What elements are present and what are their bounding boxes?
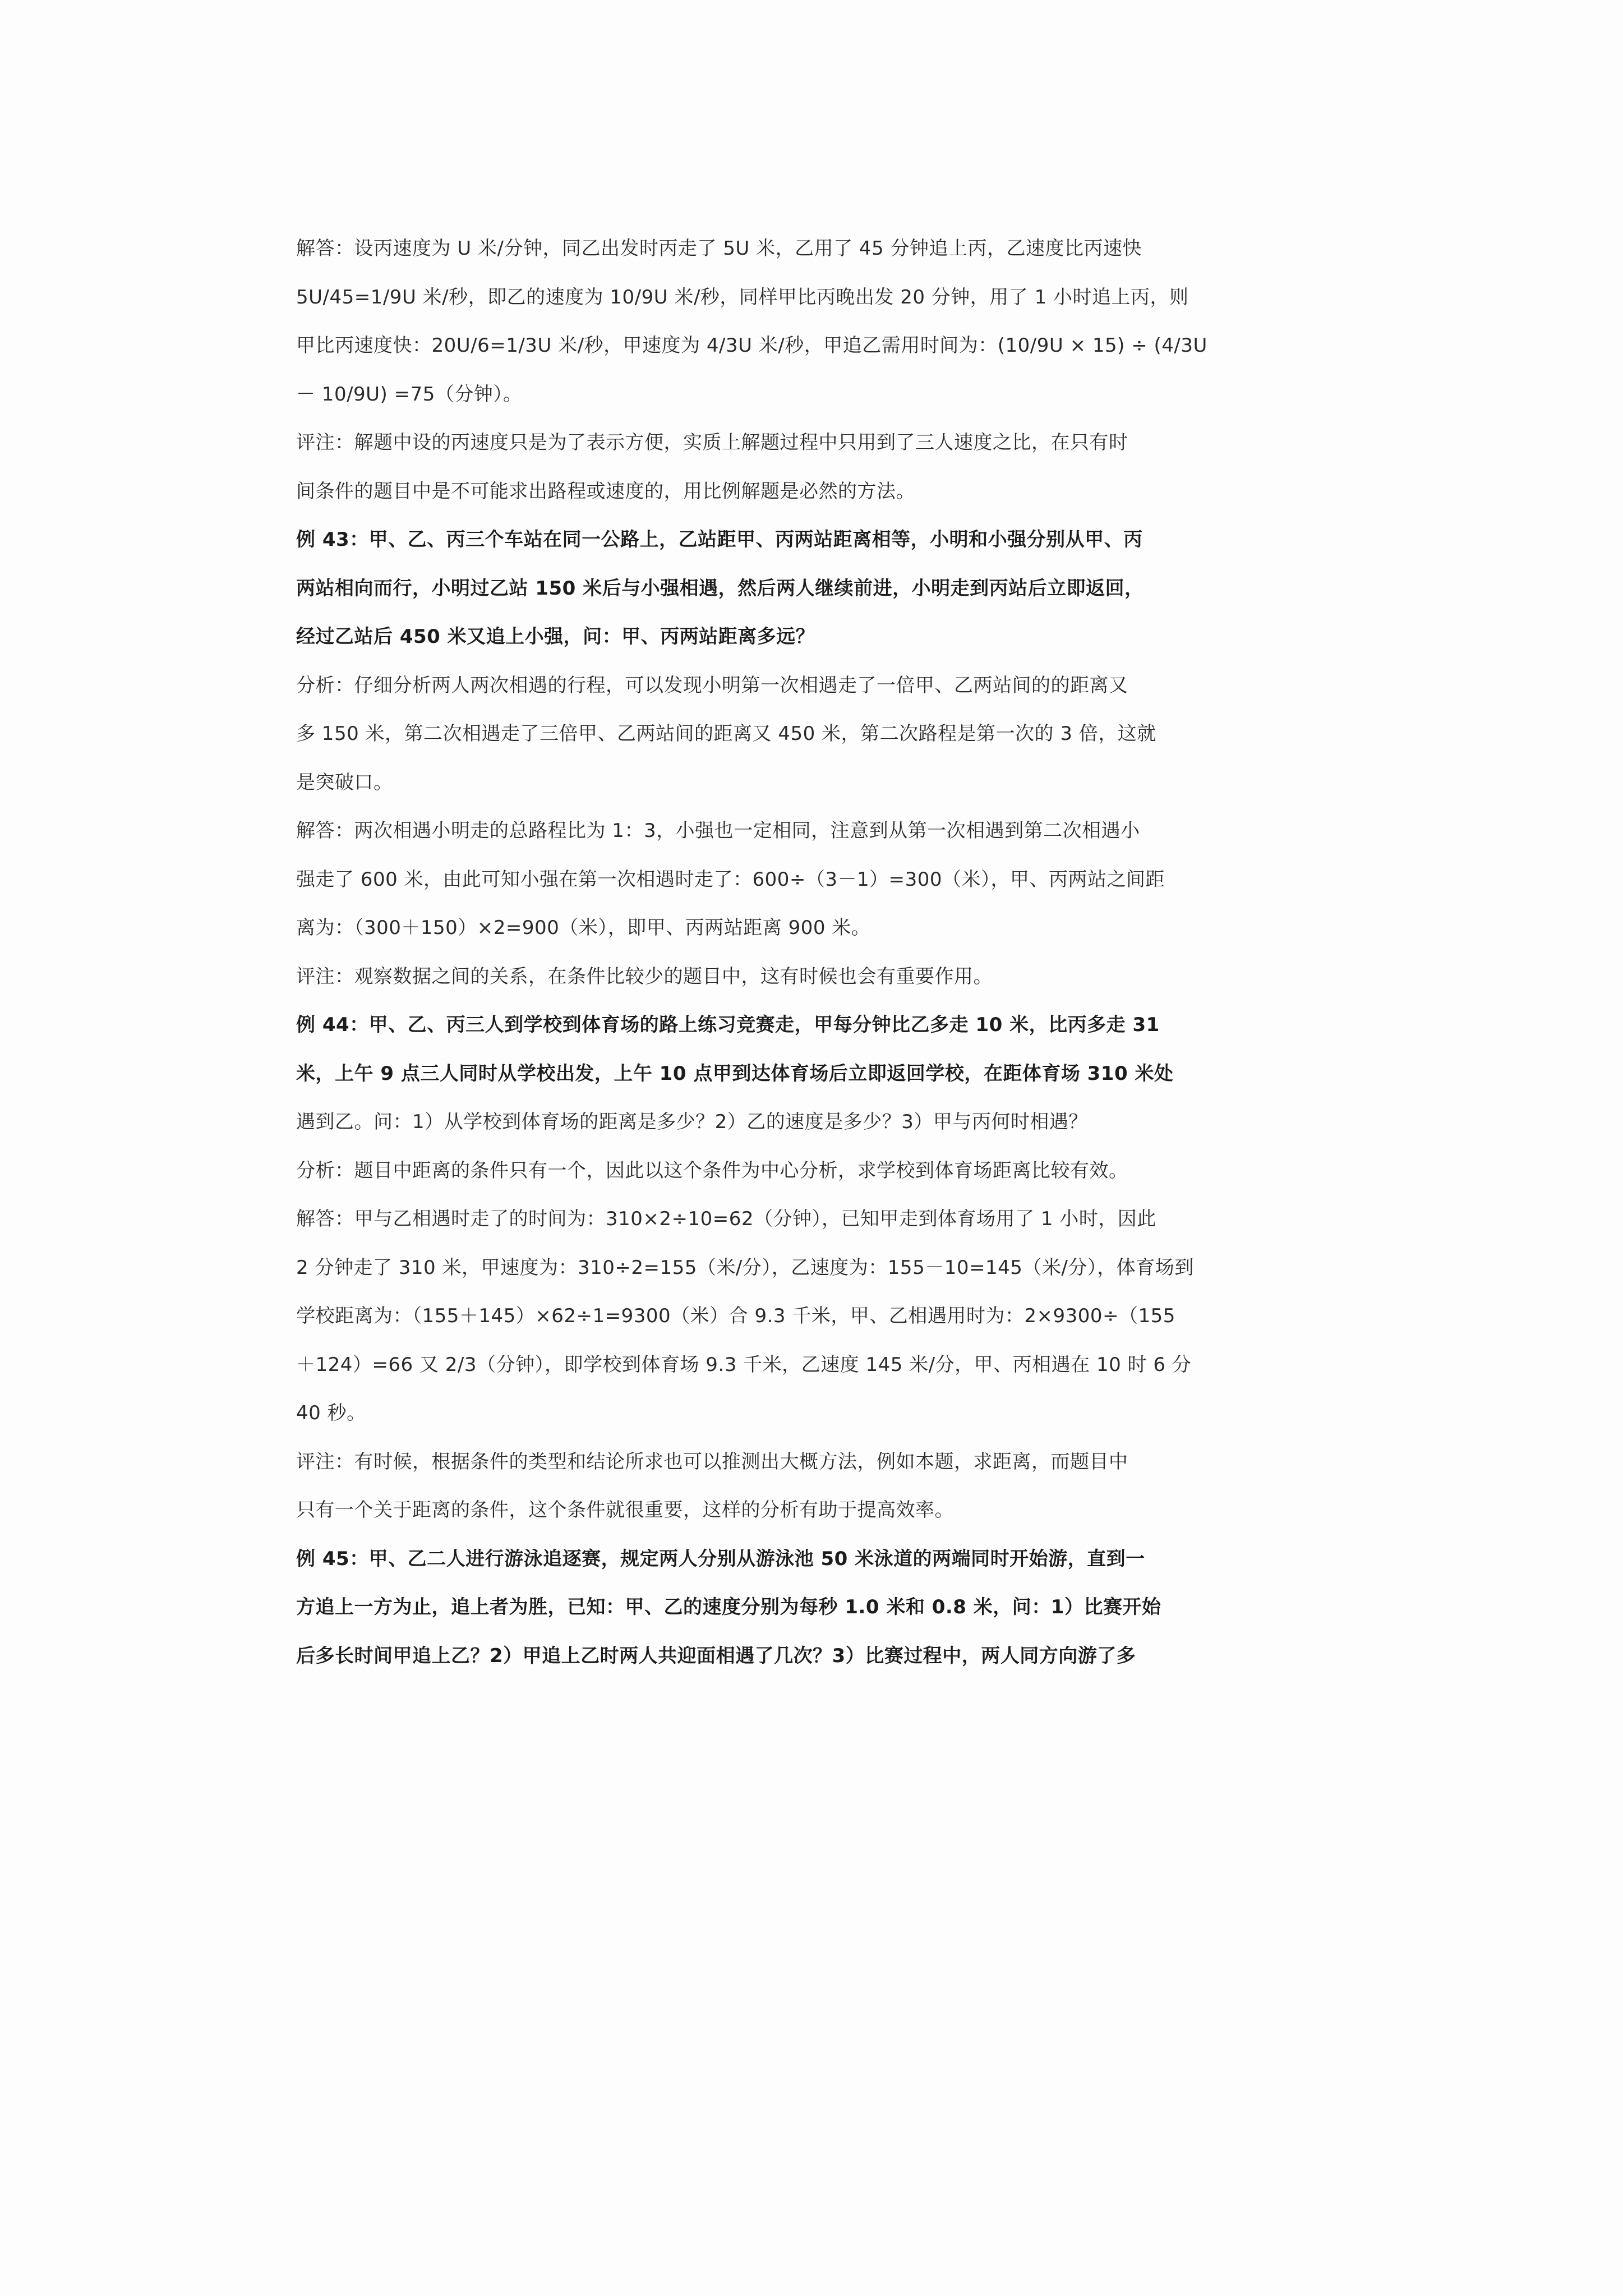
text-line: 解答：甲与乙相遇时走了的时间为：310×2÷10=62（分钟），已知甲走到体育场用了 1 小时，因此: [296, 1208, 1156, 1230]
document-text-body: [296, 224, 1238, 1680]
text-line: 强走了 600 米，由此可知小强在第一次相遇时走了：600÷（3－1）=300（米），甲、丙两站之间距: [296, 868, 1165, 891]
text-line: 分析：题目中距离的条件只有一个，因此以这个条件为中心分析，求学校到体育场距离比较有效。: [296, 1159, 1128, 1182]
text-line: 甲比丙速度快：20U/6=1/3U 米/秒，甲速度为 4/3U 米/秒，甲追乙需用时间为：(10/9U × 15) ÷ (4/3U: [296, 334, 1207, 357]
text-line: 解答：两次相遇小明走的总路程比为 1：3，小强也一定相同，注意到从第一次相遇到第二次相遇小: [296, 820, 1140, 842]
text-line: 遇到乙。问：1）从学校到体育场的距离是多少？2）乙的速度是多少？3）甲与丙何时相遇？: [296, 1111, 1088, 1133]
problem-text-line: 例 43：甲、乙、丙三个车站在同一公路上，乙站距甲、丙两站距离相等，小明和小强分别从甲、丙: [296, 528, 1143, 551]
text-line: ＋124）=66 又 2/3（分钟），即学校到体育场 9.3 千米，乙速度 145 米/分，甲、丙相遇在 10 时 6 分: [296, 1353, 1192, 1376]
problem-text-line: 两站相向而行，小明过乙站 150 米后与小强相遇，然后两人继续前进，小明走到丙站后立即返回，: [296, 577, 1144, 600]
text-line: 40 秒。: [296, 1402, 366, 1424]
text-line: 5U/45=1/9U 米/秒，即乙的速度为 10/9U 米/秒，同样甲比丙晚出发 20 分钟，用了 1 小时追上丙，则: [296, 286, 1189, 309]
problem-text-line: 方追上一方为止，追上者为胜，已知：甲、乙的速度分别为每秒 1.0 米和 0.8 米，问：1）比赛开始: [296, 1596, 1161, 1618]
text-line: 是突破口。: [296, 771, 393, 794]
text-line: 分析：仔细分析两人两次相遇的行程，可以发现小明第一次相遇走了一倍甲、乙两站间的的距离又: [296, 674, 1128, 697]
text-line: 只有一个关于距离的条件，这个条件就很重要，这样的分析有助于提高效率。: [296, 1499, 954, 1521]
problem-text-line: 后多长时间甲追上乙？2）甲追上乙时两人共迎面相遇了几次？3）比赛过程中，两人同方向游了多: [296, 1644, 1136, 1667]
problem-text-line: 例 44：甲、乙、丙三人到学校到体育场的路上练习竞赛走，甲每分钟比乙多走 10 米，比丙多走 31: [296, 1014, 1160, 1036]
text-line: 解答：设丙速度为 U 米/分钟，同乙出发时丙走了 5U 米，乙用了 45 分钟追上丙，乙速度比丙速快: [296, 237, 1142, 260]
text-line: 间条件的题目中是不可能求出路程或速度的，用比例解题是必然的方法。: [296, 480, 915, 503]
text-line: 评注：观察数据之间的关系，在条件比较少的题目中，这有时候也会有重要作用。: [296, 965, 993, 988]
text-line: － 10/9U) =75（分钟）。: [296, 383, 523, 406]
problem-text-line: 米，上午 9 点三人同时从学校出发，上午 10 点甲到达体育场后立即返回学校，在距体育场 310 米处: [296, 1062, 1174, 1085]
text-line: 评注：有时候，根据条件的类型和结论所求也可以推测出大概方法，例如本题，求距离，而题目中: [296, 1450, 1128, 1473]
problem-text-line: 例 45：甲、乙二人进行游泳追逐赛，规定两人分别从游泳池 50 米泳道的两端同时开始游，直到一: [296, 1547, 1145, 1570]
text-line: 多 150 米，第二次相遇走了三倍甲、乙两站间的距离又 450 米，第二次路程是第一次的 3 倍，这就: [296, 723, 1156, 745]
text-line: 2 分钟走了 310 米，甲速度为：310÷2=155（米/分），乙速度为：155－10=145（米/分），体育场到: [296, 1256, 1194, 1279]
text-line: 离为：（300＋150）×2=900（米），即甲、丙两站距离 900 米。: [296, 917, 871, 939]
text-line: 学校距离为：（155＋145）×62÷1=9300（米）合 9.3 千米，甲、乙相遇用时为：2×9300÷（155: [296, 1305, 1175, 1327]
text-line: 评注：解题中设的丙速度只是为了表示方便，实质上解题过程中只用到了三人速度之比，在只有时: [296, 431, 1128, 454]
problem-text-line: 经过乙站后 450 米又追上小强，问：甲、丙两站距离多远？: [296, 625, 815, 648]
